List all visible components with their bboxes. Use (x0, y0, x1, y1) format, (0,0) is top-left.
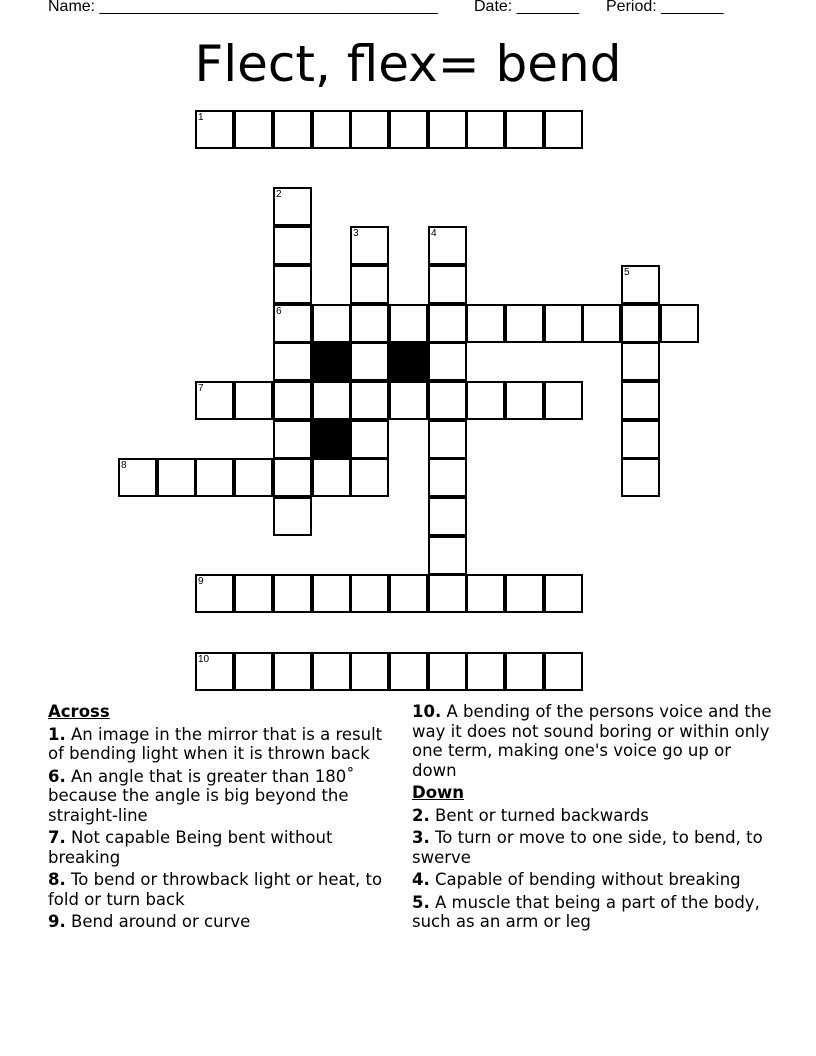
clue-text: A muscle that being a part of the body, such as an arm or leg (412, 892, 760, 931)
grid-cell[interactable] (428, 304, 467, 343)
clues-column-left (48, 702, 388, 935)
blocked-cell (389, 342, 428, 381)
clue-text: Bent or turned backwards (435, 805, 649, 825)
grid-cell[interactable] (273, 187, 312, 226)
grid-cell[interactable] (350, 574, 389, 613)
clue-number: 6. (48, 766, 66, 786)
grid-cell[interactable] (428, 652, 467, 691)
date-field-label[interactable]: Date: _______ (474, 0, 579, 15)
grid-cell[interactable] (195, 110, 234, 149)
grid-cell[interactable] (621, 381, 660, 420)
cell-number: 6 (276, 306, 282, 317)
grid-cell[interactable] (466, 574, 505, 613)
cell-number: 5 (624, 267, 630, 278)
grid-cell[interactable] (389, 574, 428, 613)
grid-cell[interactable] (273, 226, 312, 265)
grid-cell[interactable] (118, 458, 157, 497)
clue-number: 10. (412, 702, 442, 721)
cell-number: 10 (198, 654, 210, 665)
grid-cell[interactable] (312, 110, 351, 149)
grid-cell[interactable] (428, 574, 467, 613)
cell-number: 3 (353, 228, 359, 239)
grid-cell[interactable] (505, 381, 544, 420)
clue-down-4 (412, 870, 772, 890)
clue-down-2 (412, 806, 772, 826)
grid-cell[interactable] (466, 381, 505, 420)
clue-across-10 (412, 702, 772, 780)
grid-cell[interactable] (428, 381, 467, 420)
grid-cell[interactable] (273, 497, 312, 536)
cell-number: 9 (198, 576, 204, 587)
grid-cell[interactable] (621, 304, 660, 343)
clue-number: 8. (48, 870, 66, 889)
cell-number: 4 (431, 228, 437, 239)
grid-cell[interactable] (389, 652, 428, 691)
grid-cell[interactable] (621, 420, 660, 459)
clue-number: 9. (48, 912, 66, 931)
grid-cell[interactable] (428, 497, 467, 536)
grid-cell[interactable] (312, 458, 351, 497)
page-title: Flect, flex= bend (194, 35, 622, 93)
grid-cell[interactable] (544, 652, 583, 691)
grid-cell[interactable] (273, 420, 312, 459)
grid-cell[interactable] (273, 342, 312, 381)
grid-cell[interactable] (544, 574, 583, 613)
clue-number: 2. (412, 805, 430, 825)
grid-cell[interactable] (234, 381, 273, 420)
clue-across-7 (48, 828, 388, 867)
clue-across-8 (48, 870, 388, 909)
grid-cell[interactable] (350, 265, 389, 304)
grid-cell[interactable] (428, 420, 467, 459)
grid-cell[interactable] (312, 574, 351, 613)
grid-cell[interactable] (505, 574, 544, 613)
grid-cell[interactable] (621, 265, 660, 304)
grid-cell[interactable] (350, 226, 389, 265)
grid-cell[interactable] (505, 652, 544, 691)
grid-cell[interactable] (428, 226, 467, 265)
grid-cell[interactable] (350, 458, 389, 497)
grid-cell[interactable] (621, 342, 660, 381)
grid-cell[interactable] (312, 652, 351, 691)
grid-cell[interactable] (544, 110, 583, 149)
grid-cell[interactable] (157, 458, 196, 497)
grid-cell[interactable] (505, 110, 544, 149)
grid-cell[interactable] (582, 304, 621, 343)
grid-cell[interactable] (660, 304, 699, 343)
clue-down-3 (412, 828, 772, 867)
clue-number: 3. (412, 828, 430, 847)
grid-cell[interactable] (428, 342, 467, 381)
grid-cell[interactable] (273, 574, 312, 613)
grid-cell[interactable] (350, 381, 389, 420)
grid-cell[interactable] (234, 458, 273, 497)
clue-number: 1. (48, 724, 66, 744)
clue-number: 7. (48, 828, 66, 847)
cell-number: 2 (276, 189, 282, 200)
grid-cell[interactable] (312, 304, 351, 343)
grid-cell[interactable] (273, 110, 312, 149)
grid-cell[interactable] (195, 652, 234, 691)
grid-cell[interactable] (389, 110, 428, 149)
grid-cell[interactable] (505, 304, 544, 343)
period-field-label[interactable]: Period: _______ (606, 0, 724, 15)
grid-cell[interactable] (621, 458, 660, 497)
cell-number: 8 (121, 460, 127, 471)
grid-cell[interactable] (273, 265, 312, 304)
grid-cell[interactable] (350, 342, 389, 381)
down-heading: Down (412, 783, 465, 802)
clue-text: Capable of bending without breaking (435, 870, 741, 889)
grid-cell[interactable] (466, 652, 505, 691)
grid-cell[interactable] (312, 381, 351, 420)
clue-across-6 (48, 767, 388, 826)
cell-number: 1 (198, 112, 204, 123)
grid-cell[interactable] (389, 304, 428, 343)
grid-cell[interactable] (273, 381, 312, 420)
cell-number: 7 (198, 383, 204, 394)
grid-cell[interactable] (273, 304, 312, 343)
grid-cell[interactable] (428, 458, 467, 497)
clue-text: An image in the mirror that is a result of bending light when it is thrown back (48, 724, 383, 763)
grid-cell[interactable] (544, 381, 583, 420)
clue-down-5 (412, 893, 772, 932)
blocked-cell (312, 420, 351, 459)
clue-across-1 (48, 725, 388, 764)
grid-cell[interactable] (273, 458, 312, 497)
clue-number: 4. (412, 870, 430, 889)
grid-cell[interactable] (466, 110, 505, 149)
grid-cell[interactable] (428, 110, 467, 149)
clue-text: A bending of the persons voice and the way it does not sound boring or within only one term, making one's voice go up or down (412, 702, 772, 780)
grid-cell[interactable] (195, 574, 234, 613)
grid-cell[interactable] (466, 304, 505, 343)
grid-cell[interactable] (195, 381, 234, 420)
grid-cell[interactable] (234, 110, 273, 149)
across-heading: Across (48, 702, 110, 721)
clues-column-right (412, 702, 772, 935)
clue-number: 5. (412, 892, 430, 912)
grid-cell[interactable] (195, 458, 234, 497)
grid-cell[interactable] (234, 574, 273, 613)
grid-cell[interactable] (273, 652, 312, 691)
grid-cell[interactable] (428, 536, 467, 575)
grid-cell[interactable] (350, 304, 389, 343)
grid-cell[interactable] (544, 304, 583, 343)
clue-text: Bend around or curve (71, 912, 251, 931)
grid-cell[interactable] (428, 265, 467, 304)
grid-cell[interactable] (389, 381, 428, 420)
blocked-cell (312, 342, 351, 381)
clue-across-9 (48, 912, 388, 932)
clue-text: An angle that is greater than 180˚ because the angle is big beyond the straight-line (48, 766, 355, 825)
clue-text: To turn or move to one side, to bend, to swerve (412, 828, 763, 867)
clue-text: To bend or throwback light or heat, to fold or turn back (48, 870, 383, 909)
grid-cell[interactable] (350, 652, 389, 691)
name-field-label[interactable]: Name: ______________________________________ (48, 0, 438, 15)
clue-text: Not capable Being bent without breaking (48, 828, 333, 867)
grid-cell[interactable] (350, 420, 389, 459)
grid-cell[interactable] (234, 652, 273, 691)
grid-cell[interactable] (350, 110, 389, 149)
